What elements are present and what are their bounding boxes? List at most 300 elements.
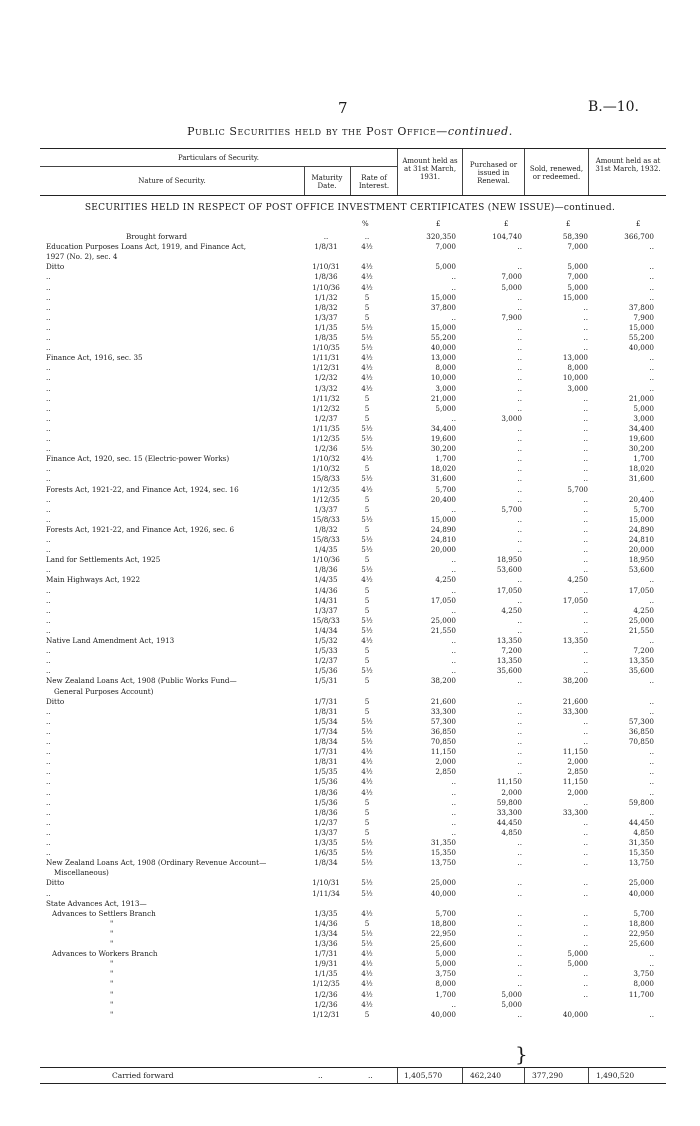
row-rate: 5½	[361, 565, 373, 575]
row-maturity: 1/2/36	[314, 444, 338, 454]
row-amount-1931: ..	[451, 787, 456, 797]
row-amount-1931: 15,350	[430, 848, 456, 858]
carried-sold: 377,290	[532, 1071, 564, 1080]
row-maturity: 1/8/34	[314, 858, 338, 868]
row-sold: 2,000	[567, 787, 588, 797]
row-purchased: ..	[517, 757, 522, 767]
row-purchased: 2,000	[501, 787, 522, 797]
row-purchased: ..	[517, 363, 522, 373]
table-row	[0, 555, 700, 564]
row-amount-1931: ..	[451, 807, 456, 817]
row-rate: 4½	[361, 373, 373, 383]
row-description: "	[110, 999, 114, 1009]
table-row	[0, 979, 700, 988]
row-maturity: 1/3/35	[314, 838, 338, 847]
row-amount-1932: ..	[649, 757, 654, 767]
section-heading: SECURITIES HELD IN RESPECT OF POST OFFICE INVESTMENT CERTIFICATES (NEW ISSUE)—continued.	[84, 203, 616, 213]
row-sold: 33,300	[562, 706, 588, 716]
row-purchased: ..	[517, 716, 522, 726]
row-maturity: 15/8/33	[312, 474, 340, 484]
row-description: ..	[46, 646, 51, 656]
row-maturity: 1/1/35	[314, 322, 338, 332]
row-amount-1932: 20,400	[628, 494, 654, 504]
row-amount-1932: ..	[649, 292, 654, 302]
row-maturity: 1/3/37	[314, 504, 338, 514]
row-sold: 7,000	[567, 272, 588, 282]
row-sold: ..	[583, 403, 588, 413]
row-description: ..	[46, 827, 51, 837]
row-description: ..	[46, 474, 51, 484]
row-rate: 5	[364, 646, 370, 656]
row-maturity: 1/8/34	[314, 737, 338, 746]
row-maturity: 1/4/35	[314, 545, 338, 555]
row-purchased: ..	[517, 1009, 522, 1019]
carried-held: 1,490,520	[596, 1071, 635, 1080]
row-rate: 5½	[361, 666, 373, 676]
row-purchased: ..	[517, 747, 522, 757]
row-maturity: 1/10/31	[312, 878, 340, 888]
row-maturity: 1/10/36	[312, 555, 340, 565]
table-row	[0, 868, 700, 877]
table-row	[0, 454, 700, 463]
table-row	[0, 586, 700, 595]
row-purchased: ..	[517, 888, 522, 898]
row-description: ..	[46, 494, 51, 504]
row-description: ..	[46, 656, 51, 666]
row-maturity: 1/5/36	[314, 666, 338, 676]
row-amount-1932: ..	[649, 363, 654, 373]
row-description: ..	[46, 565, 51, 575]
row-description: Native Land Amendment Act, 1913	[46, 636, 175, 645]
row-amount-1932: 40,000	[628, 888, 654, 898]
table-row	[0, 242, 700, 251]
row-purchased: 17,050	[496, 585, 522, 595]
row-amount-1932: ..	[649, 484, 654, 494]
row-sold: ..	[583, 474, 588, 484]
row-description: Forests Act, 1921-22, and Finance Act, 1926, sec. 6	[46, 524, 235, 534]
row-description: Forests Act, 1921-22, and Finance Act, 1924, sec. 16	[46, 484, 239, 494]
row-description: ..	[46, 726, 51, 736]
header-sold: Sold, renewed, or redeemed.	[529, 165, 584, 181]
row-sold: ..	[583, 615, 588, 625]
row-rate: 5½	[361, 615, 373, 625]
row-amount-1932: 37,800	[628, 302, 654, 312]
row-amount-1931: 40,000	[430, 1009, 456, 1019]
carried-rate: ..	[368, 1071, 373, 1080]
page-number: 7	[338, 99, 348, 117]
row-amount-1931: 37,800	[430, 302, 456, 312]
row-amount-1931: 40,000	[430, 343, 456, 353]
header-divider	[350, 166, 351, 195]
table-row	[0, 828, 700, 837]
row-amount-1931: 13,000	[430, 353, 456, 363]
table-row	[0, 909, 700, 918]
row-sold: ..	[583, 737, 588, 746]
header-maturity: Maturity Date.	[311, 174, 343, 190]
row-description: ..	[46, 615, 51, 625]
table-row	[0, 515, 700, 524]
row-description: ..	[46, 272, 51, 282]
row-rate: 4½	[361, 979, 373, 989]
row-maturity: 1/5/33	[314, 646, 338, 656]
table-row	[0, 535, 700, 544]
row-amount-1931: 11,150	[430, 747, 456, 757]
row-purchased: 104,740	[492, 232, 522, 241]
row-amount-1932: 18,020	[628, 464, 654, 474]
row-purchased: ..	[517, 262, 522, 272]
row-amount-1931: ..	[451, 777, 456, 787]
row-description: "	[110, 918, 114, 928]
row-sold: ..	[583, 434, 588, 443]
row-description: State Advances Act, 1913—	[46, 898, 147, 908]
row-purchased: ..	[517, 706, 522, 716]
row-amount-1932: ..	[649, 676, 654, 686]
row-amount-1932: 15,000	[628, 514, 654, 524]
row-maturity: ..	[323, 232, 329, 241]
row-description: Land for Settlements Act, 1925	[46, 555, 161, 565]
row-description: ..	[46, 393, 51, 403]
row-purchased: 35,600	[496, 666, 522, 676]
row-maturity: 1/8/31	[314, 242, 338, 252]
row-amount-1932: ..	[649, 747, 654, 757]
row-purchased: 59,800	[496, 797, 522, 807]
row-sold: ..	[583, 393, 588, 403]
row-description: ..	[46, 312, 51, 322]
row-amount-1931: 18,800	[430, 918, 456, 928]
row-sold: ..	[583, 817, 588, 827]
row-description: ..	[46, 777, 51, 787]
row-purchased: ..	[517, 454, 522, 464]
row-rate: 5	[364, 494, 370, 504]
row-divider	[524, 1068, 525, 1083]
row-amount-1932: 4,850	[633, 827, 654, 837]
row-description: Education Purposes Loans Act, 1919, and Finance Act,	[46, 242, 247, 252]
row-sold: ..	[583, 464, 588, 474]
row-purchased: 13,350	[496, 636, 522, 645]
row-amount-1932: 30,200	[628, 444, 654, 454]
row-purchased: ..	[517, 676, 522, 686]
row-amount-1932: 21,000	[628, 393, 654, 403]
row-description: 1927 (No. 2), sec. 4	[46, 252, 118, 262]
row-amount-1932: 11,700	[628, 989, 654, 999]
row-sold: ..	[583, 413, 588, 423]
row-amount-1931: ..	[451, 605, 456, 615]
row-rate: 5	[364, 656, 370, 666]
row-rate: 5	[364, 1009, 370, 1019]
row-maturity: 1/2/37	[314, 817, 338, 827]
carried-purchased: 462,240	[470, 1071, 502, 1080]
row-maturity: 1/3/37	[314, 827, 338, 837]
row-amount-1931: ..	[451, 413, 456, 423]
row-sold: 11,150	[562, 777, 588, 787]
table-row	[0, 767, 700, 776]
row-amount-1931: ..	[451, 585, 456, 595]
row-amount-1931: 57,300	[430, 716, 456, 726]
row-purchased: 4,850	[501, 827, 522, 837]
row-sold: 15,000	[562, 292, 588, 302]
row-maturity: 1/5/32	[314, 636, 338, 645]
row-maturity: 1/10/35	[312, 343, 340, 353]
row-amount-1931: 19,600	[430, 434, 456, 443]
row-description: Finance Act, 1916, sec. 35	[46, 353, 143, 363]
row-description: ..	[46, 838, 51, 847]
row-description: ..	[46, 757, 51, 767]
row-rate: 4½	[361, 383, 373, 393]
row-sold: ..	[583, 535, 588, 544]
row-rate: 5	[364, 524, 370, 534]
row-description: ..	[46, 747, 51, 757]
row-amount-1932: 15,000	[628, 322, 654, 332]
row-rate: 5	[364, 555, 370, 565]
table-row	[0, 656, 700, 665]
table-row	[0, 646, 700, 655]
row-rate: 5½	[361, 423, 373, 433]
row-rate: 5	[364, 585, 370, 595]
row-purchased: 7,000	[501, 272, 522, 282]
row-maturity: 1/7/31	[314, 747, 338, 757]
row-description: ..	[46, 434, 51, 443]
unit-amount: £	[436, 220, 441, 228]
table-row	[0, 626, 700, 635]
table-row	[0, 232, 700, 241]
row-sold: 58,390	[562, 232, 588, 241]
row-amount-1931: 10,000	[430, 373, 456, 383]
row-amount-1932: 18,950	[628, 555, 654, 565]
row-amount-1932: ..	[649, 787, 654, 797]
table-row	[0, 899, 700, 908]
row-maturity: 1/12/31	[312, 1009, 340, 1019]
row-description: New Zealand Loans Act, 1908 (Ordinary Revenue Account—	[46, 858, 267, 868]
row-amount-1931: ..	[451, 797, 456, 807]
row-description: Ditto	[46, 878, 65, 888]
table-row	[0, 878, 700, 887]
row-amount-1932: 59,800	[628, 797, 654, 807]
table-row	[0, 818, 700, 827]
row-maturity: 1/12/31	[312, 363, 340, 373]
row-purchased: ..	[517, 514, 522, 524]
row-rate: 5	[364, 817, 370, 827]
row-sold: ..	[583, 454, 588, 464]
row-sold: ..	[583, 322, 588, 332]
row-description: ..	[46, 383, 51, 393]
row-amount-1932: 17,050	[628, 585, 654, 595]
row-purchased: ..	[517, 444, 522, 454]
row-rate: 5½	[361, 888, 373, 898]
row-purchased: ..	[517, 302, 522, 312]
row-maturity: 1/10/32	[312, 464, 340, 474]
row-rate: 4½	[361, 272, 373, 282]
table-row	[0, 505, 700, 514]
row-sold: 11,150	[562, 747, 588, 757]
row-description: ..	[46, 716, 51, 726]
table-row	[0, 424, 700, 433]
row-rate: 5	[364, 312, 370, 322]
row-amount-1931: 25,600	[430, 939, 456, 948]
table-row	[0, 697, 700, 706]
row-sold: 2,000	[567, 757, 588, 767]
row-description: ..	[46, 333, 51, 342]
row-purchased: ..	[517, 838, 522, 847]
table-row	[0, 313, 700, 322]
row-rate: 4½	[361, 999, 373, 1009]
row-sold: ..	[583, 838, 588, 847]
row-rate: 4½	[361, 908, 373, 918]
table-row	[0, 616, 700, 625]
row-amount-1931: 3,000	[435, 383, 456, 393]
row-amount-1932: ..	[649, 282, 654, 292]
row-sold: ..	[583, 969, 588, 979]
row-amount-1931: 5,000	[435, 403, 456, 413]
row-amount-1931: ..	[451, 504, 456, 514]
row-sold: 5,000	[567, 282, 588, 292]
row-maturity: 1/3/34	[314, 928, 338, 938]
row-amount-1932: ..	[649, 575, 654, 585]
row-purchased: ..	[517, 625, 522, 635]
row-amount-1931: ..	[451, 827, 456, 837]
row-rate: 5	[364, 918, 370, 928]
row-amount-1931: 34,400	[430, 423, 456, 433]
row-maturity: 1/4/36	[314, 918, 338, 928]
row-amount-1932: 24,810	[628, 535, 654, 544]
row-purchased: ..	[517, 726, 522, 736]
row-rate: 5½	[361, 858, 373, 868]
row-maturity: 1/4/36	[314, 585, 338, 595]
row-purchased: ..	[517, 545, 522, 555]
row-rate: 4½	[361, 242, 373, 252]
row-rate: 5½	[361, 535, 373, 544]
row-amount-1931: ..	[451, 555, 456, 565]
row-description: "	[110, 969, 114, 979]
row-amount-1931: ..	[451, 636, 456, 645]
table-row	[0, 363, 700, 372]
row-purchased: 33,300	[496, 807, 522, 817]
row-sold: ..	[583, 545, 588, 555]
row-sold: ..	[583, 797, 588, 807]
row-rate: 5	[364, 292, 370, 302]
row-maturity: 15/8/33	[312, 615, 340, 625]
row-maturity: 1/11/35	[312, 423, 340, 433]
row-maturity: 1/10/32	[312, 454, 340, 464]
row-amount-1932: ..	[649, 272, 654, 282]
row-description: ..	[46, 514, 51, 524]
row-rate: 5	[364, 413, 370, 423]
row-purchased: ..	[517, 393, 522, 403]
row-purchased: ..	[517, 484, 522, 494]
row-amount-1932: ..	[649, 767, 654, 777]
row-description: "	[110, 989, 114, 999]
header-nature: Nature of Security.	[138, 177, 206, 185]
row-divider	[588, 1068, 589, 1083]
table-row	[0, 596, 700, 605]
row-description: Advances to Workers Branch	[52, 949, 158, 959]
row-maturity: 1/8/36	[314, 787, 338, 797]
row-purchased: ..	[517, 908, 522, 918]
row-amount-1931: 36,850	[430, 726, 456, 736]
header-rate: Rate of Interest.	[358, 174, 390, 190]
carried-forward-row	[40, 1067, 666, 1084]
table-row	[0, 1010, 700, 1019]
row-sold: ..	[583, 555, 588, 565]
row-maturity: 1/7/31	[314, 696, 338, 706]
row-description: ..	[46, 595, 51, 605]
table-row	[0, 939, 700, 948]
row-rate: 5	[364, 797, 370, 807]
table-row	[0, 272, 700, 281]
row-purchased: ..	[517, 242, 522, 252]
row-purchased: ..	[517, 403, 522, 413]
row-sold: 33,300	[562, 807, 588, 817]
row-amount-1931: 30,200	[430, 444, 456, 454]
row-description: ..	[46, 504, 51, 514]
row-rate: 5½	[361, 939, 373, 948]
row-amount-1931: ..	[451, 282, 456, 292]
row-description: Advances to Settlers Branch	[52, 908, 156, 918]
row-amount-1931: 38,200	[430, 676, 456, 686]
row-amount-1931: 4,250	[435, 575, 456, 585]
row-purchased: ..	[517, 343, 522, 353]
table-row	[0, 777, 700, 786]
row-description: ..	[46, 767, 51, 777]
row-description: ..	[46, 292, 51, 302]
table-row	[0, 990, 700, 999]
row-amount-1932: 7,200	[633, 646, 654, 656]
table-row	[0, 929, 700, 938]
table-row	[0, 474, 700, 483]
row-amount-1932: 4,250	[633, 605, 654, 615]
row-divider	[462, 1068, 463, 1083]
table-row	[0, 323, 700, 332]
row-amount-1931: ..	[451, 666, 456, 676]
row-purchased: ..	[517, 858, 522, 868]
brace-symbol: }	[515, 1042, 528, 1066]
row-purchased: ..	[517, 878, 522, 888]
row-purchased: 5,000	[501, 989, 522, 999]
unit-sold: £	[566, 220, 571, 228]
row-description: ..	[46, 737, 51, 746]
row-amount-1932: ..	[649, 706, 654, 716]
row-sold: ..	[583, 989, 588, 999]
row-rate: 5½	[361, 928, 373, 938]
row-rate: 5½	[361, 514, 373, 524]
row-amount-1932: 5,700	[633, 504, 654, 514]
table-row	[0, 303, 700, 312]
row-sold: ..	[583, 888, 588, 898]
table-row	[0, 495, 700, 504]
row-description: "	[110, 928, 114, 938]
row-description: ..	[46, 605, 51, 615]
row-description: "	[110, 959, 114, 969]
row-sold: 3,000	[567, 383, 588, 393]
row-maturity: 1/5/36	[314, 797, 338, 807]
row-amount-1931: 15,000	[430, 322, 456, 332]
row-sold: 40,000	[562, 1009, 588, 1019]
row-amount-1932: 44,450	[628, 817, 654, 827]
table-row	[0, 293, 700, 302]
row-purchased: ..	[517, 595, 522, 605]
table-row	[0, 717, 700, 726]
row-amount-1932: 20,000	[628, 545, 654, 555]
row-rate: 5½	[361, 333, 373, 342]
row-maturity: 1/1/32	[314, 292, 338, 302]
row-maturity: 1/2/32	[314, 373, 338, 383]
row-sold: ..	[583, 939, 588, 948]
row-maturity: 1/11/32	[312, 393, 340, 403]
row-sold: ..	[583, 858, 588, 868]
row-purchased: ..	[517, 464, 522, 474]
row-maturity: 1/11/31	[312, 353, 340, 363]
row-description: Brought forward	[126, 232, 187, 241]
row-maturity: 1/3/37	[314, 312, 338, 322]
